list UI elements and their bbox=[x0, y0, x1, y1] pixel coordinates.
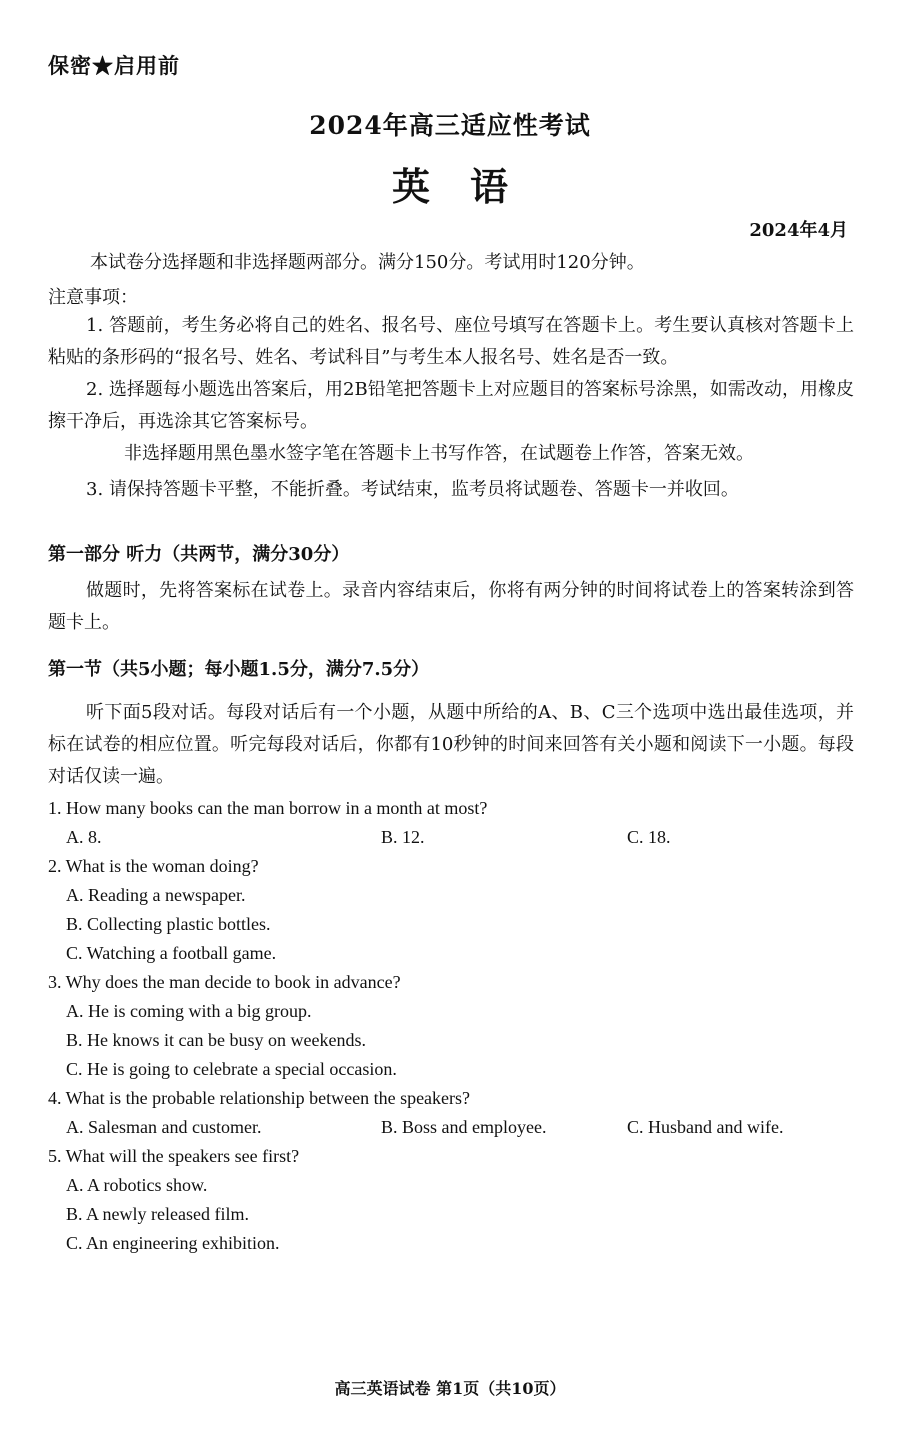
question-3-stem: 3. Why does the man decide to book in advance? bbox=[48, 972, 401, 992]
subject-title: 英语 bbox=[391, 164, 548, 209]
question-1-option-c: C. 18. bbox=[627, 827, 671, 847]
notice-item-2b: 非选择题用黑色墨水签字笔在答题卡上书写作答，在试题卷上作答，答案无效。 bbox=[124, 443, 754, 464]
part1-heading: 第一部分 听力（共两节，满分30分） bbox=[48, 544, 350, 565]
question-3-option-b: B. He knows it can be busy on weekends. bbox=[66, 1030, 366, 1050]
question-5-option-b: B. A newly released film. bbox=[66, 1204, 249, 1224]
intro-text: 本试卷分选择题和非选择题两部分。满分150分。考试用时120分钟。 bbox=[90, 252, 645, 273]
question-4-option-c: C. Husband and wife. bbox=[627, 1117, 784, 1137]
question-1-stem: 1. How many books can the man borrow in a month at most? bbox=[48, 798, 488, 818]
notice-heading: 注意事项： bbox=[48, 287, 138, 308]
question-3-option-a: A. He is coming with a big group. bbox=[66, 1001, 312, 1021]
section1-heading: 第一节（共5小题；每小题1.5分，满分7.5分） bbox=[48, 659, 430, 680]
confidential-label: 保密★启用前 bbox=[48, 53, 180, 78]
question-4-option-b: B. Boss and employee. bbox=[381, 1117, 547, 1137]
section1-description: 听下面5段对话。每段对话后有一个小题，从题中所给的A、B、C三个选项中选出最佳选项，并标在试卷的相应位置。听完每段对话后，你都有10秒钟的时间来回答有关小题和阅读下一小题。每段对话仅读一遍。 bbox=[48, 702, 854, 787]
question-2-option-a: A. Reading a newspaper. bbox=[66, 885, 246, 905]
question-5-stem: 5. What will the speakers see first? bbox=[48, 1146, 300, 1166]
question-2-option-c: C. Watching a football game. bbox=[66, 943, 277, 963]
question-1-option-a: A. 8. bbox=[66, 827, 102, 847]
question-2-option-b: B. Collecting plastic bottles. bbox=[66, 914, 271, 934]
notice-item-1: 1. 答题前，考生务必将自己的姓名、报名号、座位号填写在答题卡上。考生要认真核对答题卡上粘贴的条形码的“报名号、姓名、考试科目”与考生本人报名号、姓名是否一致。 bbox=[48, 315, 854, 368]
question-4-option-a: A. Salesman and customer. bbox=[66, 1117, 262, 1137]
question-5-option-c: C. An engineering exhibition. bbox=[66, 1233, 280, 1253]
exam-title: 2024年高三适应性考试 bbox=[309, 111, 591, 140]
question-4-stem: 4. What is the probable relationship between the speakers? bbox=[48, 1088, 471, 1108]
exam-date: 2024年4月 bbox=[749, 220, 848, 241]
question-2-stem: 2. What is the woman doing? bbox=[48, 856, 259, 876]
notice-item-2: 2. 选择题每小题选出答案后，用2B铅笔把答题卡上对应题目的答案标号涂黑，如需改动，用橡皮擦干净后，再选涂其它答案标号。 bbox=[48, 379, 854, 432]
part1-description: 做题时，先将答案标在试卷上。录音内容结束后，你将有两分钟的时间将试卷上的答案转涂到答题卡上。 bbox=[48, 580, 854, 633]
page-footer: 高三英语试卷 第1页（共10页） bbox=[334, 1379, 566, 1398]
question-3-option-c: C. He is going to celebrate a special occasion. bbox=[66, 1059, 397, 1079]
question-5-option-a: A. A robotics show. bbox=[66, 1175, 208, 1195]
notice-item-3: 3. 请保持答题卡平整，不能折叠。考试结束，监考员将试题卷、答题卡一并收回。 bbox=[86, 479, 739, 500]
question-1-option-b: B. 12. bbox=[381, 827, 425, 847]
